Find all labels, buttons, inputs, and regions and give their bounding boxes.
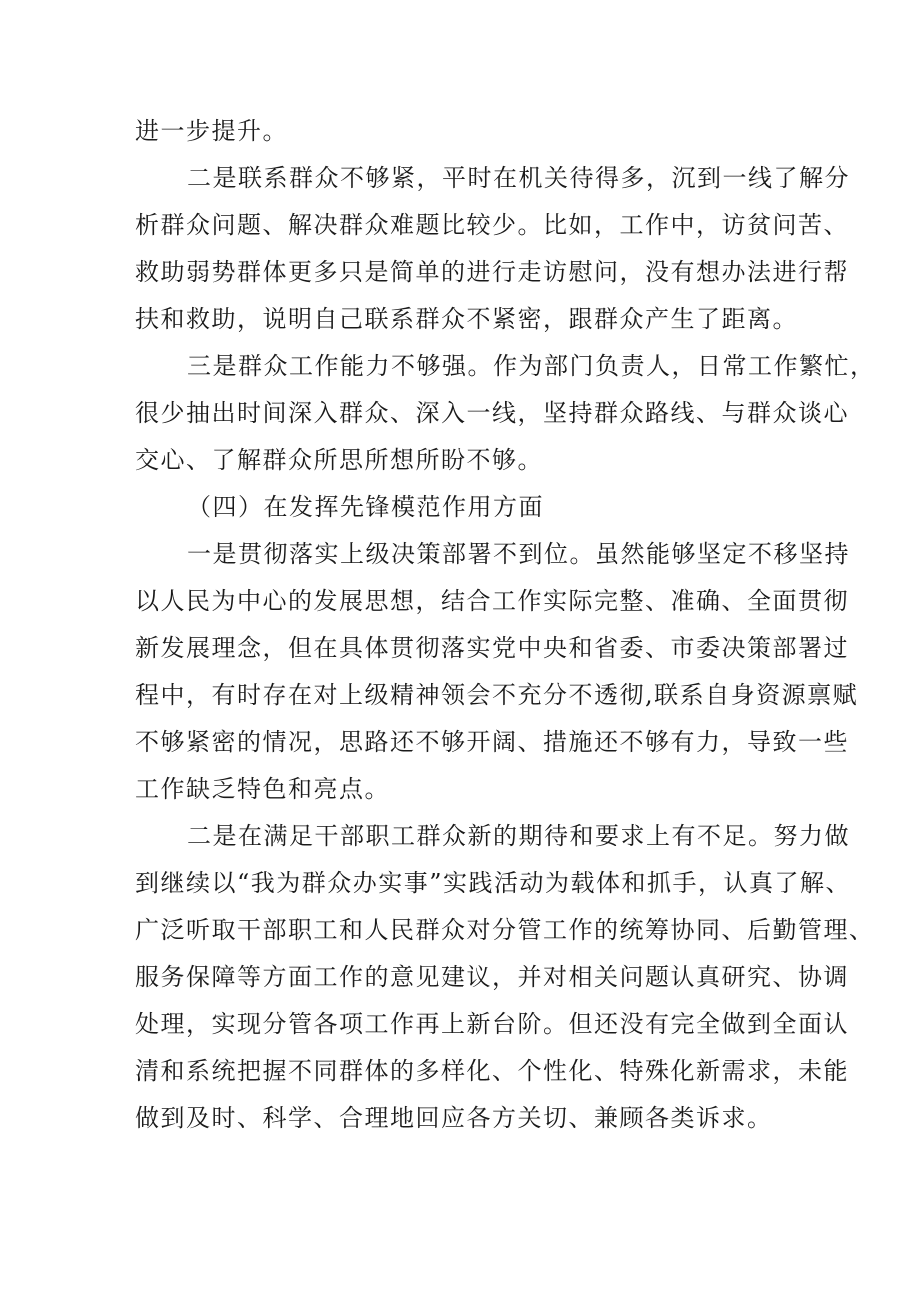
paragraph-mass-work-ability [135,343,876,484]
text-line: 二是在满足干部职工群众新的期待和要求上有不足。努力做 [187,822,850,850]
text-line: 程中，有时存在对上级精神领会不充分不透彻,联系自身资源禀赋 [135,681,859,709]
text-line: 交心、了解群众所思所想所盼不够。 [135,446,543,474]
text-line: 处理，实现分管各项工作再上新台阶。但还没有完全做到全面认 [135,1010,849,1038]
text-line: 扶和救助，说明自己联系群众不紧密，跟群众产生了距离。 [135,305,798,333]
text-line: 不够紧密的情况，思路还不够开阔、措施还不够有力，导致一些 [135,728,849,756]
text-line: 清和系统把握不同群体的多样化、个性化、特殊化新需求，未能 [135,1057,849,1085]
text-line: 救助弱势群体更多只是简单的进行走访慰问，没有想办法进行帮 [135,258,849,286]
section-heading [135,484,815,531]
text-line: 新发展理念，但在具体贯彻落实党中央和省委、市委决策部署过 [135,634,849,662]
text-line: 服务保障等方面工作的意见建议，并对相关问题认真研究、协调 [135,963,849,991]
document-body [135,108,876,1142]
text-line: 工作缺乏特色和亮点。 [135,775,390,803]
text-line: 进一步提升。 [135,117,288,145]
text-line: 很少抽出时间深入群众、深入一线，坚持群众路线、与群众谈心 [135,399,849,427]
text-line: 做到及时、科学、合理地回应各方关切、兼顾各类诉求。 [135,1104,773,1132]
text-line: 二是联系群众不够紧，平时在机关待得多，沉到一线了解分 [187,164,850,192]
section-heading-text: （四）在发挥先锋模范作用方面 [187,493,544,521]
text-line: 三是群众工作能力不够强。作为部门负责人，日常工作繁忙， [187,352,876,380]
text-line: 一是贯彻落实上级决策部署不到位。虽然能够坚定不移坚持 [187,540,850,568]
paragraph-expectations [135,813,875,1142]
paragraph-implementation [135,531,859,813]
text-line: 广泛听取干部职工和人民群众对分管工作的统筹协同、后勤管理、 [135,916,875,944]
text-line: 析群众问题、解决群众难题比较少。比如，工作中，访贫问苦、 [135,211,849,239]
paragraph-contact-masses [135,155,850,343]
text-line: 到继续以“我为群众办实事”实践活动为载体和抓手，认真了解、 [135,869,852,897]
paragraph-continuation [135,108,815,155]
text-line: 以人民为中心的发展思想，结合工作实际完整、准确、全面贯彻 [135,587,849,615]
